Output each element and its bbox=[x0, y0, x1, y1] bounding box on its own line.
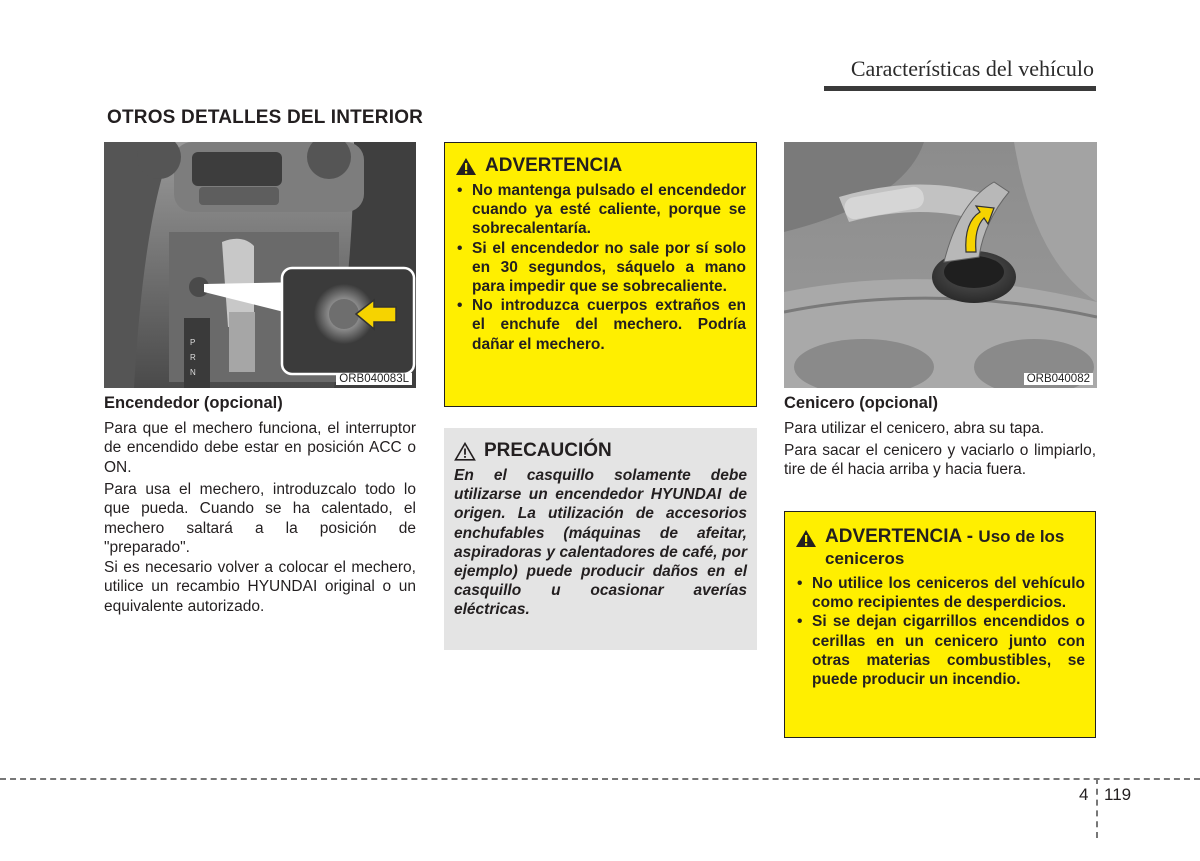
svg-text:N: N bbox=[190, 368, 196, 377]
warning-list bbox=[455, 181, 746, 354]
ashtray-paragraph: Para utilizar el cenicero, abra su tapa. bbox=[784, 420, 1045, 437]
warning-title bbox=[455, 155, 746, 177]
caution-body: En el casquillo solamente debe utilizarse un encendedor HYUNDAI de origen. La utilización de accesorios enchufables (máquinas de afeitar, aspiradoras y calentadores de café, por ejemplo) puede producir daños en el casquillo u ocasionar averías eléctricas. bbox=[454, 467, 747, 619]
ashtray-paragraph: Para sacar el cenicero y vaciarlo o limpiarlo, tire de él hacia arriba y hacia fuera. bbox=[784, 442, 1096, 479]
photo-code: ORB040082 bbox=[1024, 373, 1093, 385]
warning-triangle-icon bbox=[455, 157, 477, 176]
warning-title-text: ADVERTENCIA bbox=[485, 155, 623, 176]
warning-item: • No utilice los ceniceros del vehículo como recipientes de desperdicios. bbox=[795, 574, 1085, 612]
svg-text:R: R bbox=[190, 353, 196, 362]
ashtray-warning-title-text: ADVERTENCIA - bbox=[825, 526, 974, 547]
page-number: 119 bbox=[1104, 785, 1132, 804]
section-title: OTROS DETALLES DEL INTERIOR bbox=[107, 107, 424, 128]
svg-text:P: P bbox=[190, 338, 196, 347]
ashtray-warning-title bbox=[795, 526, 1085, 570]
cigarette-lighter-photo bbox=[104, 142, 416, 388]
caution-box bbox=[444, 428, 757, 650]
lighter-warning-box bbox=[444, 142, 757, 407]
warning-item: • Si el encendedor no sale por sí solo en 30 segundos, sáquelo a mano para impedir que se sobrecaliente. bbox=[455, 239, 746, 297]
photo-code: ORB040083L bbox=[336, 373, 412, 385]
footer-rule bbox=[0, 778, 1200, 780]
running-header: Características del vehículo bbox=[850, 56, 1094, 81]
warning-triangle-icon bbox=[795, 529, 817, 548]
chapter-number: 4 bbox=[1079, 785, 1089, 804]
lighter-paragraph: Para que el mechero funciona, el interruptor de encendido debe estar en posición ACC o ON. bbox=[104, 420, 416, 476]
caution-triangle-icon bbox=[454, 442, 476, 461]
caution-title-text: PRECAUCIÓN bbox=[484, 440, 612, 461]
header-rule bbox=[824, 86, 1096, 91]
ashtray-warning-box bbox=[784, 511, 1096, 738]
footer-divider bbox=[1096, 778, 1098, 838]
ashtray-warning-subtitle: Uso de los ceniceros bbox=[825, 527, 1065, 568]
ashtray-photo bbox=[784, 142, 1097, 388]
ashtray-heading: Cenicero (opcional) bbox=[784, 394, 939, 412]
lighter-paragraph: Para usa el mechero, introduzcalo todo lo que pueda. Cuando se ha calentado, el mechero saltará a la posición de "preparado". bbox=[104, 481, 416, 556]
warning-item: • Si se dejan cigarrillos encendidos o cerillas en un cenicero junto con otras materias combustibles, se puede producir un incendio. bbox=[795, 612, 1085, 689]
ashtray-warning-list bbox=[795, 574, 1085, 689]
lighter-paragraph: Si es necesario volver a colocar el mechero, utilice un recambio HYUNDAI original o un equivalente autorizado. bbox=[104, 559, 416, 615]
warning-item: • No mantenga pulsado el encendedor cuando ya esté caliente, porque se sobrecalentaría. bbox=[455, 181, 746, 239]
warning-item: • No introduzca cuerpos extraños en el enchufe del mechero. Podría dañar el mechero. bbox=[455, 296, 746, 354]
lighter-heading: Encendedor (opcional) bbox=[104, 394, 283, 412]
caution-title bbox=[454, 440, 747, 462]
